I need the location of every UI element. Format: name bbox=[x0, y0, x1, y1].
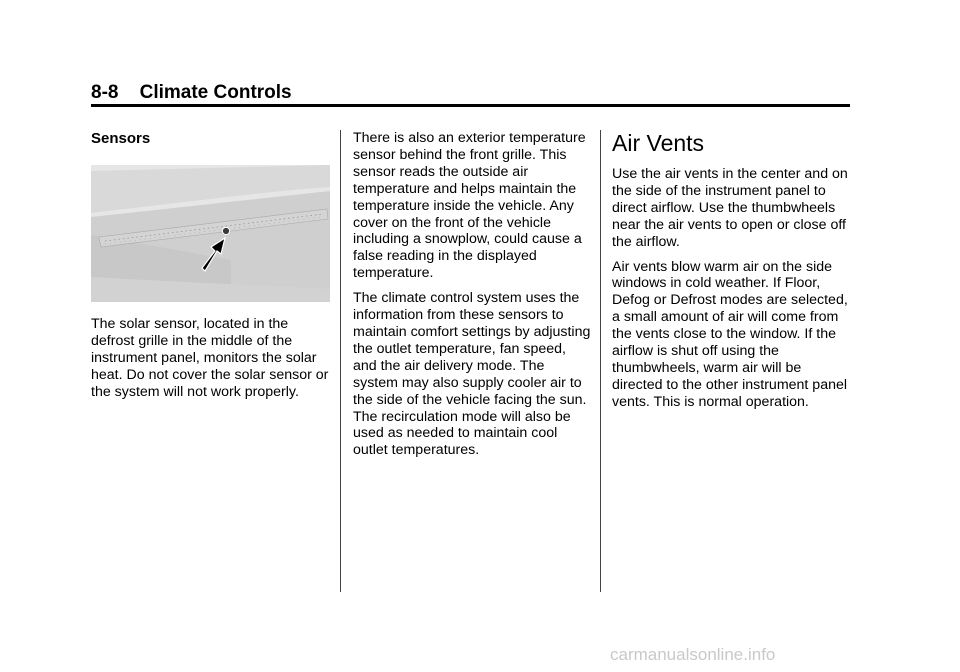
exterior-sensor-paragraph: There is also an exterior temperature sensor behind the front grille. This sensor reads the outside air temperature and helps maintain the temperature inside the vehicle. Any cover on the front of the vehicle including a snowplow, could cause a false reading in the displayed temperature. bbox=[353, 130, 586, 282]
air-vents-paragraph-1: Use the air vents in the center and on the side of the instrument panel to direct airflow. Use the thumbwheels near the air vents to open or close off the airflow. bbox=[612, 166, 848, 250]
climate-system-paragraph: The climate control system uses the information from these sensors to maintain comfort settings by adjusting the outlet temperature, fan speed, and the air delivery mode. The system may also supply cooler air to the side of the vehicle facing the sun. The recirculation mode will also be used as needed to maintain cool outlet temperatures. bbox=[353, 290, 591, 459]
watermark: carmanualsonline.info bbox=[610, 645, 776, 664]
air-vents-heading: Air Vents bbox=[612, 130, 705, 156]
column-sensors bbox=[91, 130, 333, 409]
section-title: Climate Controls bbox=[139, 82, 292, 103]
header-rule bbox=[91, 104, 850, 107]
header-title bbox=[91, 82, 292, 104]
column-air-vents bbox=[612, 130, 848, 419]
solar-sensor-dot bbox=[222, 227, 229, 234]
page-number: 8-8 bbox=[91, 82, 119, 103]
page-header bbox=[91, 80, 850, 106]
sensors-heading: Sensors bbox=[91, 130, 151, 147]
column-divider-2 bbox=[600, 130, 601, 592]
column-divider-1 bbox=[340, 130, 341, 592]
solar-sensor-figure bbox=[91, 165, 330, 302]
air-vents-paragraph-2: Air vents blow warm air on the side windows in cold weather. If Floor, Defog or Defrost modes are selected, a small amount of air will come from the vents close to the window. If the airflow is shut off using the thumbwheels, warm air will be directed to the other instrument panel vents. This is normal operation. bbox=[612, 258, 848, 410]
column-sensors-continued bbox=[353, 130, 593, 467]
sensors-paragraph: The solar sensor, located in the defrost grille in the middle of the instrument panel, monitors the solar heat. Do not cover the solar sensor or the system will not work properly. bbox=[91, 316, 329, 400]
